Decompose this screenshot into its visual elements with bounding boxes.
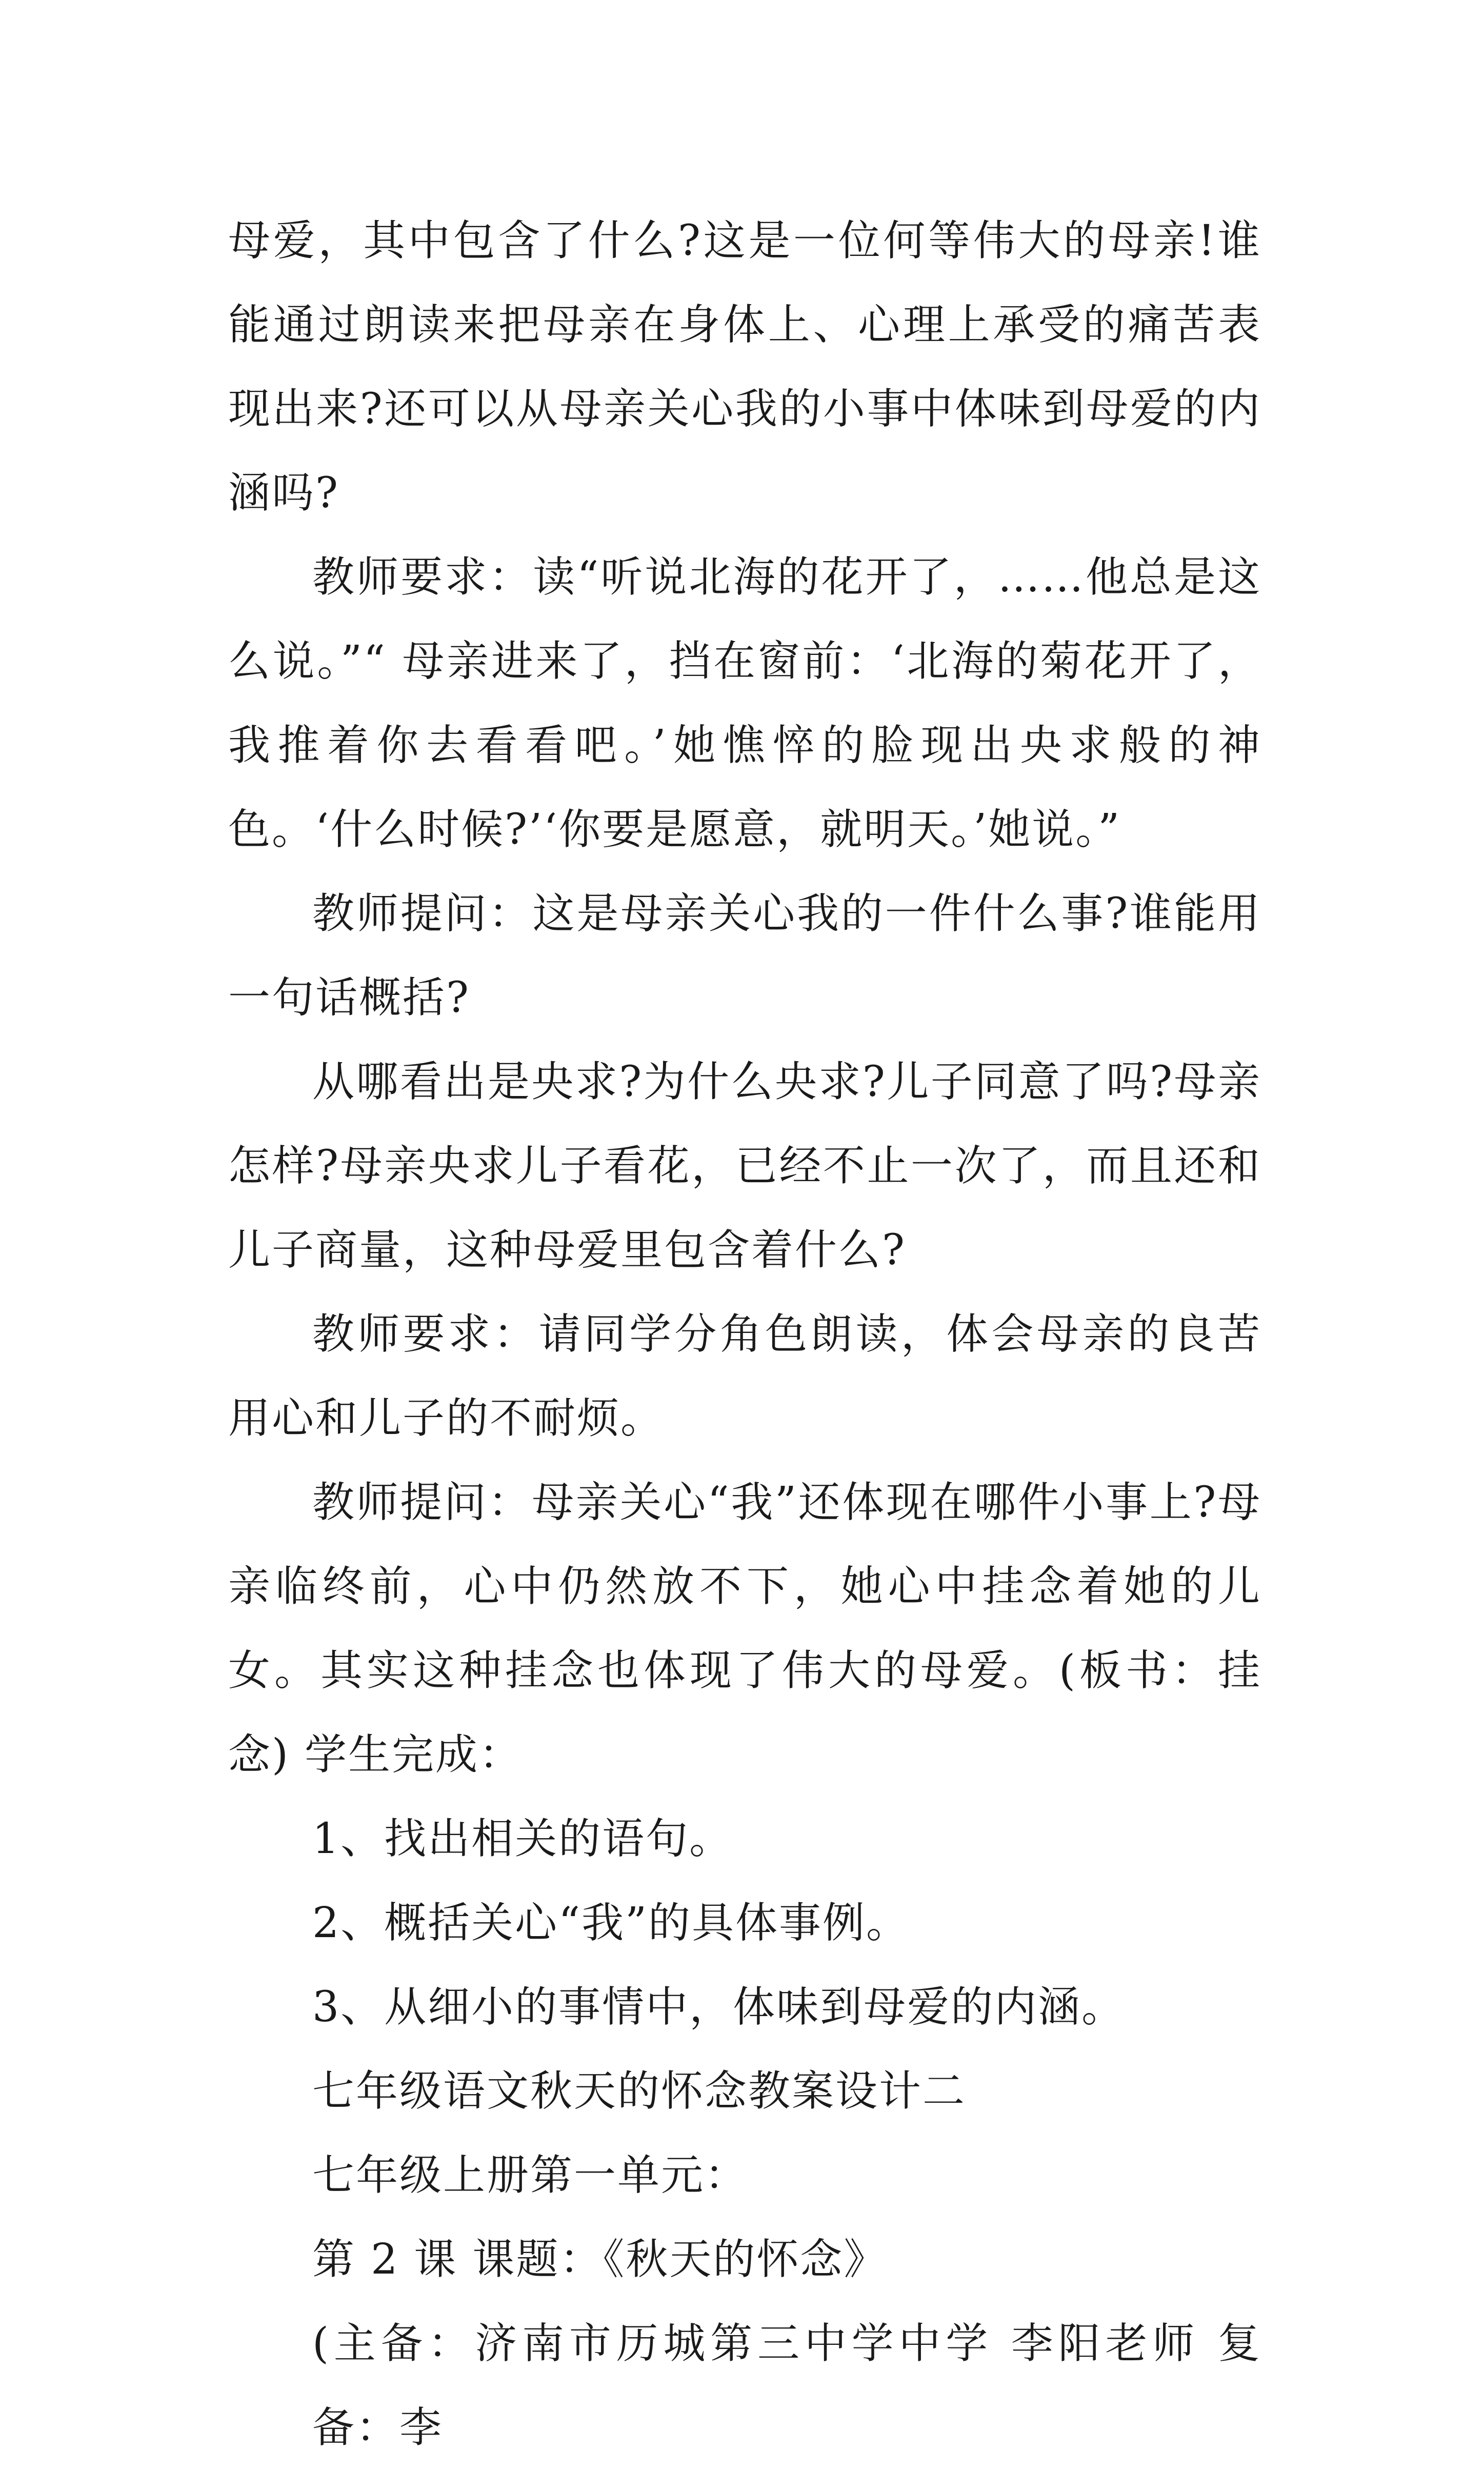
list-item-1: 1、找出相关的语句。: [312, 1815, 733, 1863]
section-title: 七年级语文秋天的怀念教案设计二: [312, 2067, 967, 2116]
paragraph-teacher-question-2: 教师提问：母亲关心“我”还体现在哪件小事上?母亲临终前，心中仍然放不下，她心中挂念着她的儿女。其实这种挂念也体现了伟大的母爱。(板书：挂念) 学生完成：: [228, 1478, 1261, 1779]
paragraph-plea-questions: 从哪看出是央求?为什么央求?儿子同意了吗?母亲怎样?母亲央求儿子看花，已经不止一次了，而且还和儿子商量，这种母爱里包含着什么?: [228, 1058, 1261, 1274]
unit-line: 七年级上册第一单元：: [312, 2151, 749, 2200]
list-item-2: 2、概括关心“我”的具体事例。: [312, 1899, 910, 1947]
list-item-3: 3、从细小的事情中，体味到母爱的内涵。: [312, 1983, 1126, 2031]
paragraph-mother-love: 母爱，其中包含了什么?这是一位何等伟大的母亲!谁能通过朗读来把母亲在身体上、心理上承受的痛苦表现出来?还可以从母亲关心我的小事中体味到母爱的内涵吗?: [228, 216, 1261, 517]
preparer-line: (主备：济南市历城第三中学中学 李阳老师 复备：李: [312, 2319, 1261, 2452]
document-body: [228, 199, 1261, 2470]
paragraph-teacher-question-1: 教师提问：这是母亲关心我的一件什么事?谁能用一句话概括?: [228, 889, 1261, 1022]
lesson-line: 第 2 课 课题：《秋天的怀念》: [312, 2235, 888, 2284]
paragraph-teacher-request-read: 教师要求：读“听说北海的花开了，……他总是这么说。”“ 母亲进来了，挡在窗前：‘北海的菊花开了，我推着你去看看吧。’她憔悴的脸现出央求般的神色。‘什么时候?’‘你要是愿意，就明天。’她说。”: [228, 553, 1261, 854]
paragraph-teacher-request-roles: 教师要求：请同学分角色朗读，体会母亲的良苦用心和儿子的不耐烦。: [228, 1310, 1261, 1443]
